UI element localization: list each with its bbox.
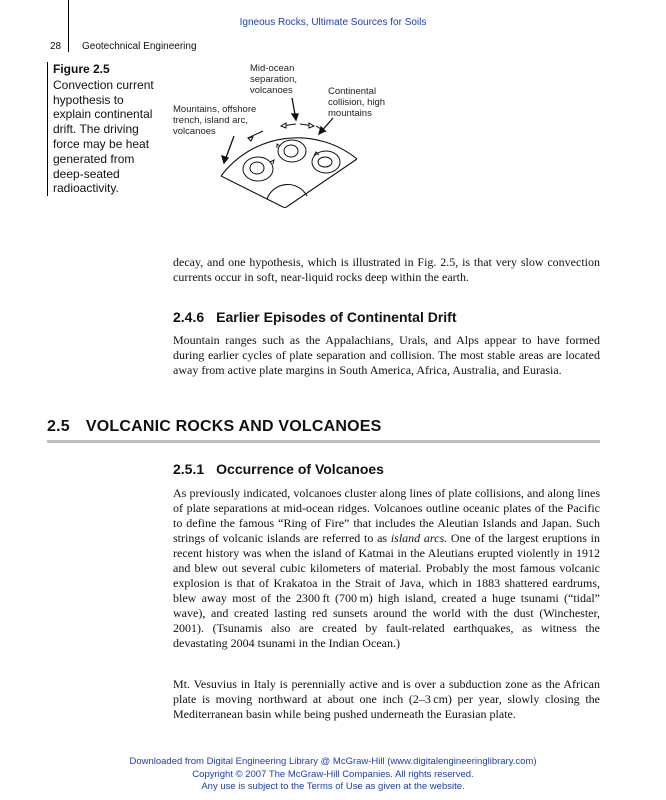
paragraph-volcano-occurrence: [173, 486, 600, 651]
section-number: 2.5: [47, 418, 70, 435]
figure-caption: [47, 62, 165, 196]
paragraph-vesuvius: Mt. Vesuvius in Italy is perennially active and is over a subduction zone as the African plate is moving northward at about one inch (2–3 cm) per year, slowly closing the Mediterranean basin while being pushed underneath the Eurasian plate.: [173, 677, 600, 721]
footer-line-copyright: Copyright © 2007 The McGraw-Hill Companies. All rights reserved.: [192, 768, 474, 780]
section-title: Occurrence of Volcanoes: [216, 461, 384, 477]
continental-label-line-1: Continental: [328, 86, 377, 97]
mid-ocean-label-line-1: Mid-ocean: [250, 63, 295, 74]
italic-term: island arcs.: [390, 531, 448, 545]
continental-label-line-2: collision, high: [328, 97, 386, 108]
section-heading-2-4-6: [173, 309, 457, 325]
section-number: 2.5.1: [173, 461, 205, 477]
paragraph-text: One of the largest eruptions in recent history was when the island of Katmai in the Aleutians erupted violently in 1912 and blew out several cubic kilometers of material. Probably the most famous volcanic explosion is that of Krakatoa in the Strait of Java, which in 1883 shattered eardrums, blew away most of the 2300 ft (700 m) high island, created a huge tsunami (“tidal” wave), and created lasting red sunsets around the world with the dust (Winchester, 2001). (Tsunamis also are created by fault-related earthquakes, as witness the devastating 2004 tsunami in the Indian Ocean.): [173, 531, 601, 650]
mountains-label-line-2: trench, island arc,: [173, 115, 248, 126]
earth-sector: [221, 138, 357, 208]
mid-ocean-label-line-3: volcanoes: [250, 85, 293, 96]
paragraph-convection-decay: decay, and one hypothesis, which is illustrated in Fig. 2.5, is that very slow convection currents occur in soft, near-liquid rocks deep within the earth.: [173, 255, 600, 284]
section-title: VOLCANIC ROCKS AND VOLCANOES: [85, 418, 382, 435]
section-heading-2-5-1: [173, 461, 384, 477]
section-heading-2-5: [47, 418, 382, 436]
paragraph-mountain-ranges: Mountain ranges such as the Appalachians, Urals, and Alps appear to have formed during earlier cycles of plate separation and collision. The most stable areas are located away from active plate margins in South America, Africa, Australia, and Eurasia.: [173, 333, 600, 377]
download-footer: [0, 756, 666, 794]
footer-line-download[interactable]: Downloaded from Digital Engineering Library @ McGraw-Hill (www.digitalengineeringlibrary.com): [129, 756, 537, 767]
section-title: Earlier Episodes of Continental Drift: [216, 309, 457, 325]
section-number: 2.4.6: [173, 309, 205, 325]
continental-label-line-3: mountains: [328, 108, 372, 119]
running-head: Igneous Rocks, Ultimate Sources for Soils: [239, 17, 427, 28]
page-number: 28: [50, 41, 62, 52]
header-divider: [68, 0, 69, 52]
paragraph-text: As previously indicated, volcanoes cluster along lines of plate collisions, and along lines of plate separations at mid-ocean ridges. Volcanoes outline oceanic plates of the Pacific to define the famous “Ring of Fire” that includes the Aleutian Islands and Japan. Such strings of volcanic islands are referred to as: [173, 486, 600, 545]
convection-diagram: [168, 58, 408, 208]
footer-line-terms[interactable]: Any use is subject to the Terms of Use as given at the website.: [201, 781, 465, 792]
mountains-label-line-1: Mountains, offshore: [173, 104, 257, 115]
book-title: Geotechnical Engineering: [82, 41, 197, 52]
figure-caption-text: Convection current hypothesis to explain continental drift. The driving force may be heat generated from deep-seated radioactivity.: [53, 77, 154, 196]
mid-ocean-label-line-2: separation,: [250, 74, 298, 85]
mountains-label-line-3: volcanoes: [173, 126, 216, 137]
section-rule: [47, 440, 600, 443]
figure-label: Figure 2.5: [53, 62, 110, 76]
